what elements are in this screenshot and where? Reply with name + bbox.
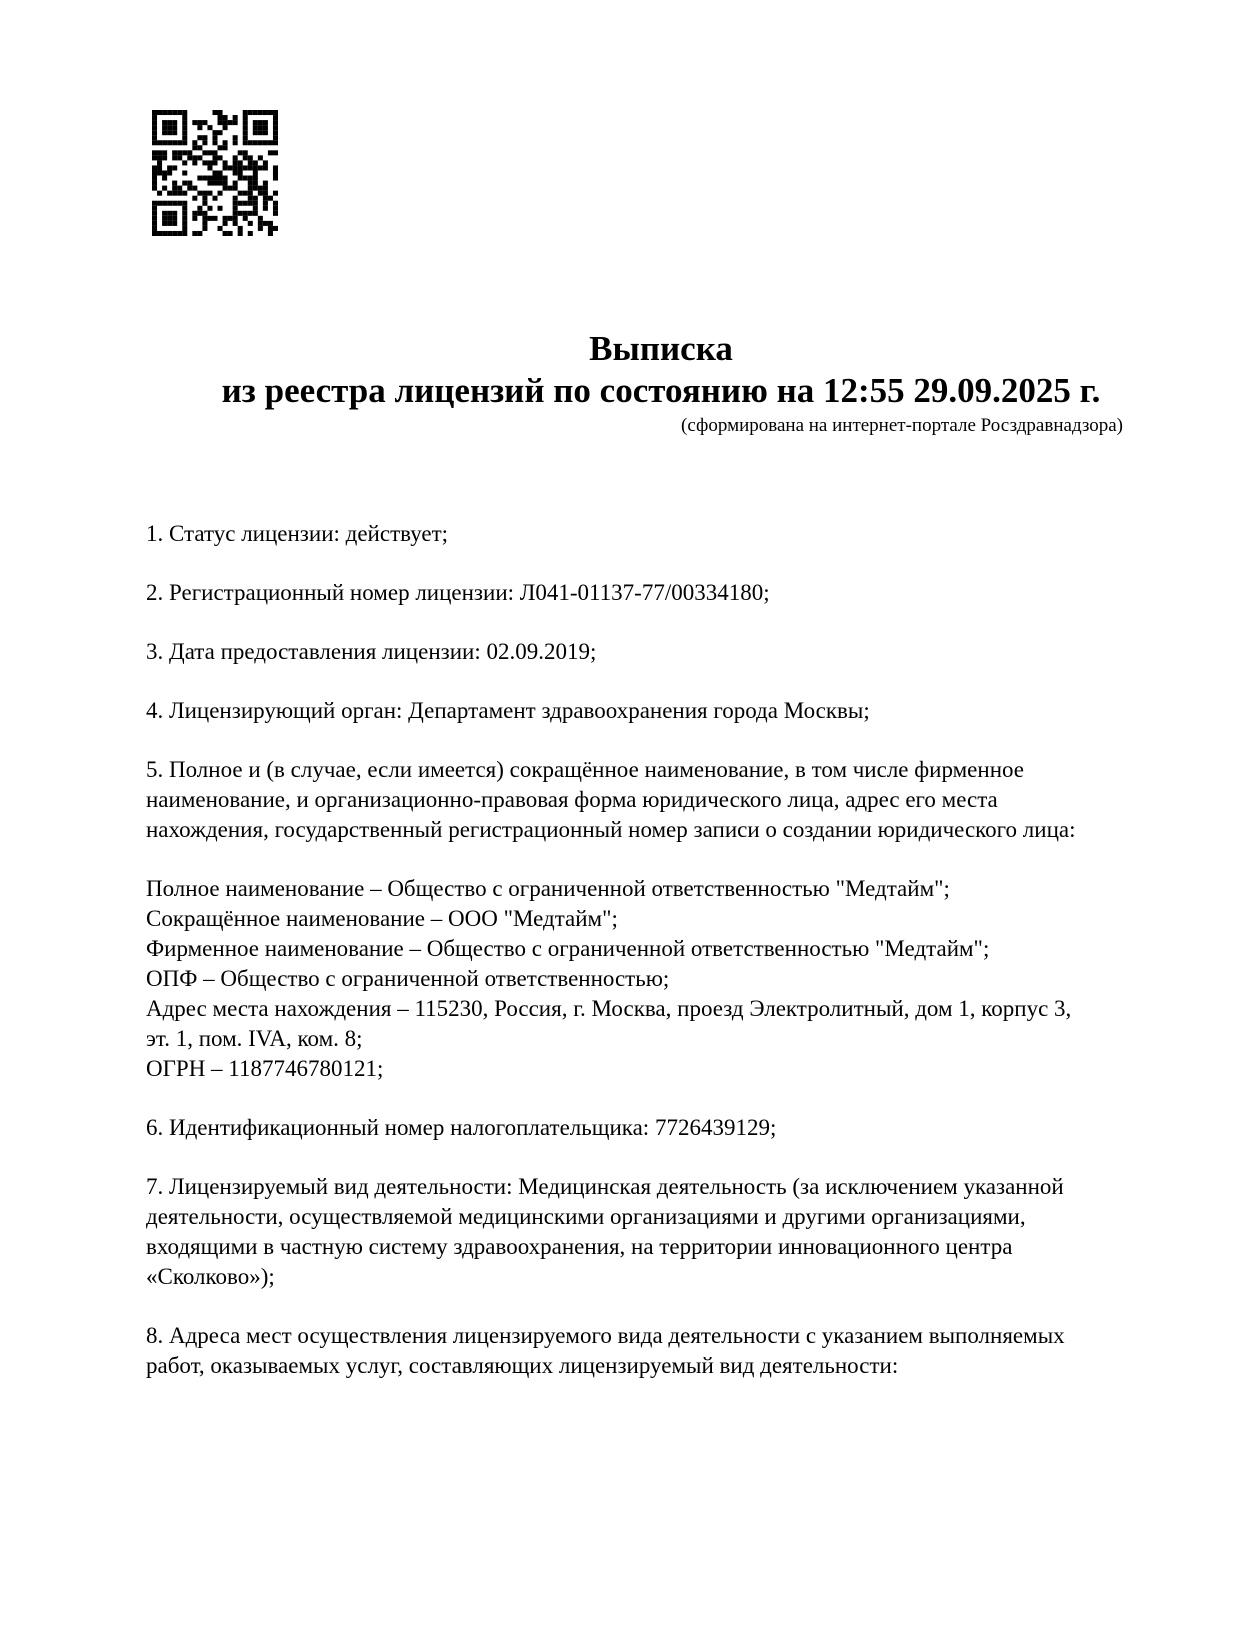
- text-line: 2. Регистрационный номер лицензии: Л041-01137-77/00334180;: [146, 580, 770, 605]
- text-line: ОПФ – Общество с ограниченной ответственностью;: [146, 966, 670, 991]
- text-line: 3. Дата предоставления лицензии: 02.09.2019;: [146, 639, 597, 664]
- text-line: «Сколково»);: [146, 1264, 275, 1289]
- text-line: Адрес места нахождения – 115230, Россия, г. Москва, проезд Электролитный, дом 1, корпус 3,: [146, 996, 1072, 1021]
- text-line: 6. Идентификационный номер налогоплательщика: 7726439129;: [146, 1115, 777, 1140]
- text-line: 5. Полное и (в случае, если имеется) сокращённое наименование, в том числе фирменное: [146, 757, 1024, 782]
- text-line: 4. Лицензирующий орган: Департамент здравоохранения города Москвы;: [146, 698, 870, 723]
- text-line: входящими в частную систему здравоохранения, на территории инновационного центра: [146, 1234, 1013, 1259]
- text-line: нахождения, государственный регистрационный номер записи о создании юридического лица:: [146, 817, 1076, 842]
- page-title-line: из реестра лицензий по состоянию на 12:55 29.09.2025 г.: [221, 371, 1101, 410]
- paragraph: [146, 1113, 1156, 1143]
- paragraph: [146, 1172, 1156, 1292]
- paragraph: [146, 519, 1156, 549]
- paragraph: [146, 578, 1156, 608]
- qr-code-icon: [152, 110, 278, 236]
- text-line: Сокращённое наименование – ООО "Медтайм";: [146, 906, 618, 931]
- text-line: 1. Статус лицензии: действует;: [146, 521, 449, 546]
- text-line: 8. Адреса мест осуществления лицензируемого вида деятельности с указанием выполняемых: [146, 1323, 1065, 1348]
- paragraph: [146, 874, 1156, 1084]
- page-title-line: Выписка: [589, 329, 733, 368]
- qr-code-image: [152, 110, 278, 236]
- paragraph: [146, 755, 1156, 845]
- text-line: деятельности, осуществляемой медицинскими организациями и другими организациями,: [146, 1204, 1026, 1229]
- text-line: Фирменное наименование – Общество с ограниченной ответственностью "Медтайм";: [146, 936, 990, 961]
- text-line: Полное наименование – Общество с ограниченной ответственностью "Медтайм";: [146, 876, 950, 901]
- text-line: эт. 1, пом. IVA, ком. 8;: [146, 1026, 363, 1051]
- text-line: наименование, и организационно-правовая форма юридического лица, адрес его места: [146, 787, 998, 812]
- text-line: 7. Лицензируемый вид деятельности: Медицинская деятельность (за исключением указанной: [146, 1174, 1064, 1199]
- page-subtitle: (сформирована на интернет-портале Росздравнадзора): [681, 415, 1123, 436]
- document-body: [146, 519, 1156, 1410]
- page-title: [146, 328, 1176, 412]
- paragraph: [146, 696, 1156, 726]
- paragraph: [146, 637, 1156, 667]
- text-line: ОГРН – 1187746780121;: [146, 1056, 384, 1081]
- text-line: работ, оказываемых услуг, составляющих лицензируемый вид деятельности:: [146, 1353, 899, 1378]
- paragraph: [146, 1321, 1156, 1381]
